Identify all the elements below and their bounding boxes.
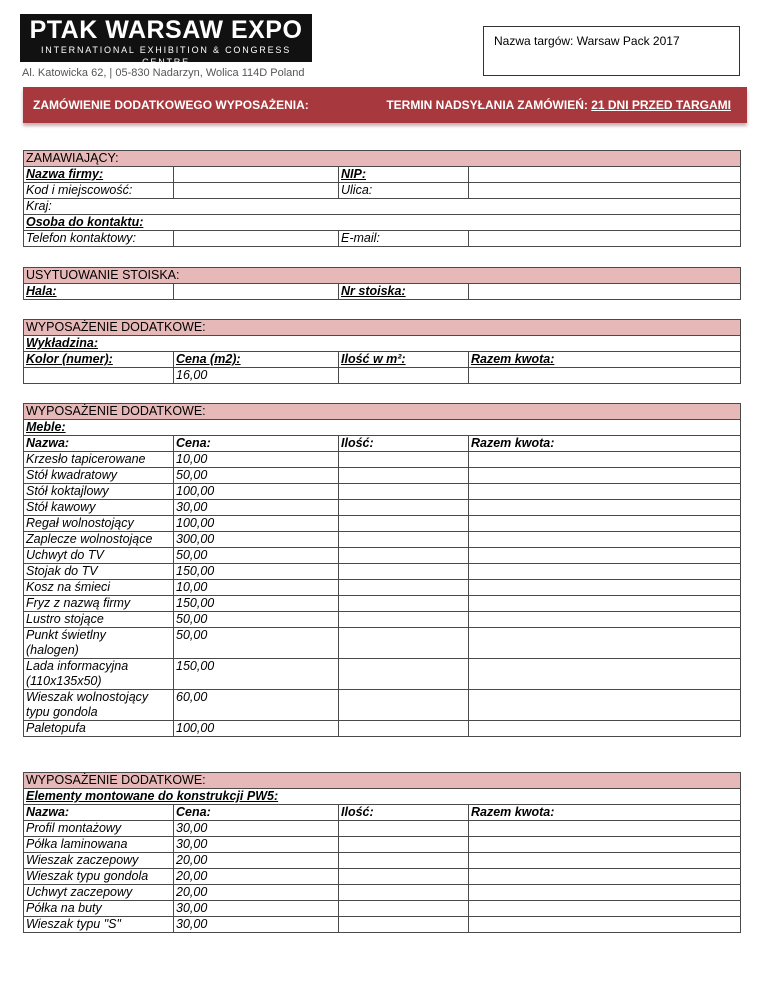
pw5-item-name xyxy=(24,837,174,853)
pw5-item-name-line1: Wieszak zaczepowy xyxy=(26,853,139,867)
furniture-item-name xyxy=(24,659,174,690)
pw5-row xyxy=(24,853,741,869)
furniture-item-name-line1: Zaplecze wolnostojące xyxy=(26,532,153,546)
furniture-item-qty-input[interactable] xyxy=(339,484,469,500)
furniture-row xyxy=(24,659,741,690)
pw5-item-name-line1: Półka na buty xyxy=(26,901,102,915)
deadline-value: 21 DNI PRZED TARGAMI xyxy=(591,98,731,112)
furniture-item-qty-input[interactable] xyxy=(339,628,469,659)
furniture-item-name-line2: (110x135x50) xyxy=(26,674,102,688)
stand-title: USYTUOWANIE STOISKA: xyxy=(24,268,741,284)
carpet-table xyxy=(23,319,741,384)
nip-input[interactable] xyxy=(469,167,741,183)
logo-main-text: PTAK WARSAW EXPO xyxy=(29,16,303,44)
furniture-price-header: Cena: xyxy=(174,436,339,452)
furniture-row xyxy=(24,516,741,532)
furniture-item-name xyxy=(24,500,174,516)
furniture-item-qty-input[interactable] xyxy=(339,500,469,516)
city-label: Kod i miejscowość: xyxy=(24,183,174,199)
furniture-row xyxy=(24,548,741,564)
furniture-row xyxy=(24,690,741,721)
company-label: Nazwa firmy: xyxy=(24,167,174,183)
furniture-item-name-line1: Wieszak wolnostojący xyxy=(26,690,149,704)
pw5-item-price: 30,00 xyxy=(174,901,339,917)
furniture-item-total-input[interactable] xyxy=(469,612,741,628)
furniture-subtitle: Meble: xyxy=(24,420,741,436)
pw5-item-name-line1: Uchwyt zaczepowy xyxy=(26,885,133,899)
furniture-row xyxy=(24,612,741,628)
furniture-item-qty-input[interactable] xyxy=(339,596,469,612)
pw5-item-price: 30,00 xyxy=(174,917,339,933)
furniture-item-name-line1: Kosz na śmieci xyxy=(26,580,111,594)
pw5-row xyxy=(24,821,741,837)
deadline-prefix: TERMIN NADSYŁANIA ZAMÓWIEŃ: xyxy=(386,98,592,112)
orderer-title: ZAMAWIAJĄCY: xyxy=(24,151,741,167)
carpet-color-header: Kolor (numer): xyxy=(24,352,174,368)
pw5-item-name xyxy=(24,869,174,885)
furniture-row xyxy=(24,532,741,548)
pw5-item-name xyxy=(24,821,174,837)
logo-sub-text: INTERNATIONAL EXHIBITION & CONGRESS CENTRE xyxy=(40,45,292,67)
pw5-item-qty-input[interactable] xyxy=(339,853,469,869)
furniture-item-name xyxy=(24,516,174,532)
carpet-total-input[interactable] xyxy=(469,368,741,384)
furniture-item-name xyxy=(24,484,174,500)
stand-number-input[interactable] xyxy=(469,284,741,300)
furniture-item-qty-input[interactable] xyxy=(339,612,469,628)
pw5-name-header: Nazwa: xyxy=(24,805,174,821)
furniture-item-qty-input[interactable] xyxy=(339,564,469,580)
pw5-price-header: Cena: xyxy=(174,805,339,821)
pw5-item-name-line1: Wieszak typu gondola xyxy=(26,869,149,883)
pw5-item-total-input[interactable] xyxy=(469,869,741,885)
furniture-qty-header: Ilość: xyxy=(339,436,469,452)
furniture-item-qty-input[interactable] xyxy=(339,690,469,721)
furniture-total-header: Razem kwota: xyxy=(469,436,741,452)
furniture-row xyxy=(24,484,741,500)
furniture-item-name xyxy=(24,580,174,596)
furniture-item-name xyxy=(24,596,174,612)
furniture-item-price: 10,00 xyxy=(174,452,339,468)
pw5-item-qty-input[interactable] xyxy=(339,869,469,885)
pw5-table xyxy=(23,772,741,933)
pw5-total-header: Razem kwota: xyxy=(469,805,741,821)
furniture-row xyxy=(24,721,741,737)
carpet-subtitle: Wykładzina: xyxy=(24,336,741,352)
furniture-item-name xyxy=(24,628,174,659)
furniture-row xyxy=(24,596,741,612)
pw5-item-total-input[interactable] xyxy=(469,885,741,901)
pw5-item-total-input[interactable] xyxy=(469,837,741,853)
furniture-item-name xyxy=(24,452,174,468)
furniture-item-name-line1: Lada informacyjna xyxy=(26,659,129,673)
carpet-price-header: Cena (m2): xyxy=(174,352,339,368)
furniture-item-total-input[interactable] xyxy=(469,564,741,580)
pw5-item-name xyxy=(24,901,174,917)
furniture-item-name xyxy=(24,690,174,721)
furniture-row xyxy=(24,580,741,596)
stand-table xyxy=(23,267,741,300)
furniture-row xyxy=(24,468,741,484)
furniture-item-total-input[interactable] xyxy=(469,452,741,468)
country-label[interactable]: Kraj: xyxy=(24,199,741,215)
furniture-item-name-line1: Fryz z nazwą firmy xyxy=(26,596,131,610)
furniture-item-price: 100,00 xyxy=(174,516,339,532)
furniture-item-total-input[interactable] xyxy=(469,721,741,737)
ptak-logo xyxy=(20,14,312,67)
pw5-subtitle: Elementy montowane do konstrukcji PW5: xyxy=(24,789,741,805)
furniture-item-qty-input[interactable] xyxy=(339,452,469,468)
furniture-item-name-line1: Punkt świetlny xyxy=(26,628,106,642)
nip-label: NIP: xyxy=(339,167,469,183)
furniture-table xyxy=(23,403,741,737)
furniture-item-price: 30,00 xyxy=(174,500,339,516)
furniture-item-price: 60,00 xyxy=(174,690,339,721)
furniture-item-qty-input[interactable] xyxy=(339,580,469,596)
hall-input[interactable] xyxy=(174,284,339,300)
hall-label: Hala: xyxy=(24,284,174,300)
banner-deadline xyxy=(386,98,731,112)
order-banner xyxy=(23,87,747,123)
furniture-item-price: 50,00 xyxy=(174,548,339,564)
carpet-title: WYPOSAŻENIE DODATKOWE: xyxy=(24,320,741,336)
pw5-item-total-input[interactable] xyxy=(469,901,741,917)
pw5-qty-header: Ilość: xyxy=(339,805,469,821)
furniture-row xyxy=(24,628,741,659)
furniture-item-total-input[interactable] xyxy=(469,500,741,516)
furniture-item-total-input[interactable] xyxy=(469,532,741,548)
furniture-item-price: 150,00 xyxy=(174,659,339,690)
email-label: E-mail: xyxy=(339,231,469,247)
furniture-item-name xyxy=(24,612,174,628)
carpet-total-header: Razem kwota: xyxy=(469,352,741,368)
furniture-item-name-line1: Stół kwadratowy xyxy=(26,468,118,482)
furniture-item-total-input[interactable] xyxy=(469,628,741,659)
pw5-item-price: 30,00 xyxy=(174,837,339,853)
furniture-item-total-input[interactable] xyxy=(469,468,741,484)
phone-label: Telefon kontaktowy: xyxy=(24,231,174,247)
furniture-title: WYPOSAŻENIE DODATKOWE: xyxy=(24,404,741,420)
pw5-item-name-line1: Profil montażowy xyxy=(26,821,122,835)
furniture-name-header: Nazwa: xyxy=(24,436,174,452)
furniture-item-name-line1: Stojak do TV xyxy=(26,564,98,578)
email-input[interactable] xyxy=(469,231,741,247)
furniture-item-qty-input[interactable] xyxy=(339,548,469,564)
carpet-color-input[interactable] xyxy=(24,368,174,384)
furniture-item-total-input[interactable] xyxy=(469,580,741,596)
furniture-item-name xyxy=(24,532,174,548)
company-address: Al. Katowicka 62, | 05-830 Nadarzyn, Wolica 114D Poland xyxy=(22,67,305,79)
furniture-item-total-input[interactable] xyxy=(469,484,741,500)
furniture-item-total-input[interactable] xyxy=(469,690,741,721)
pw5-item-price: 30,00 xyxy=(174,821,339,837)
street-input[interactable] xyxy=(469,183,741,199)
pw5-item-qty-input[interactable] xyxy=(339,837,469,853)
pw5-item-total-input[interactable] xyxy=(469,917,741,933)
furniture-item-name xyxy=(24,548,174,564)
pw5-item-qty-input[interactable] xyxy=(339,885,469,901)
furniture-item-qty-input[interactable] xyxy=(339,659,469,690)
banner-title: ZAMÓWIENIE DODATKOWEGO WYPOSAŻENIA: xyxy=(33,98,309,112)
furniture-item-price: 150,00 xyxy=(174,596,339,612)
furniture-item-price: 50,00 xyxy=(174,628,339,659)
furniture-item-price: 300,00 xyxy=(174,532,339,548)
pw5-item-price: 20,00 xyxy=(174,869,339,885)
pw5-item-price: 20,00 xyxy=(174,885,339,901)
pw5-item-qty-input[interactable] xyxy=(339,901,469,917)
furniture-item-name-line1: Krzesło tapicerowane xyxy=(26,452,146,466)
furniture-item-qty-input[interactable] xyxy=(339,721,469,737)
furniture-item-total-input[interactable] xyxy=(469,659,741,690)
pw5-row xyxy=(24,901,741,917)
furniture-item-name-line2: (halogen) xyxy=(26,643,79,657)
furniture-item-price: 50,00 xyxy=(174,468,339,484)
company-input[interactable] xyxy=(174,167,339,183)
furniture-row xyxy=(24,452,741,468)
pw5-item-total-input[interactable] xyxy=(469,821,741,837)
pw5-item-name xyxy=(24,853,174,869)
contact-label: Osoba do kontaktu: xyxy=(24,215,741,231)
furniture-item-name-line1: Stół kawowy xyxy=(26,500,96,514)
pw5-item-qty-input[interactable] xyxy=(339,821,469,837)
furniture-row xyxy=(24,564,741,580)
furniture-item-price: 10,00 xyxy=(174,580,339,596)
orderer-table xyxy=(23,150,741,247)
pw5-item-name-line1: Półka laminowana xyxy=(26,837,128,851)
pw5-row xyxy=(24,917,741,933)
furniture-item-name-line2: typu gondola xyxy=(26,705,98,719)
carpet-qty-header: Ilość w m²: xyxy=(339,352,469,368)
furniture-item-name xyxy=(24,468,174,484)
furniture-item-price: 100,00 xyxy=(174,484,339,500)
furniture-item-name-line1: Regał wolnostojący xyxy=(26,516,134,530)
furniture-item-name-line1: Uchwyt do TV xyxy=(26,548,104,562)
furniture-item-total-input[interactable] xyxy=(469,548,741,564)
furniture-item-qty-input[interactable] xyxy=(339,516,469,532)
furniture-item-price: 150,00 xyxy=(174,564,339,580)
pw5-row xyxy=(24,885,741,901)
furniture-row xyxy=(24,500,741,516)
furniture-item-total-input[interactable] xyxy=(469,596,741,612)
pw5-row xyxy=(24,869,741,885)
furniture-item-name-line1: Paletopufa xyxy=(26,721,86,735)
furniture-item-name xyxy=(24,564,174,580)
carpet-qty-input[interactable] xyxy=(339,368,469,384)
city-input[interactable] xyxy=(174,183,339,199)
pw5-item-name xyxy=(24,885,174,901)
furniture-item-name-line1: Lustro stojące xyxy=(26,612,104,626)
furniture-item-price: 50,00 xyxy=(174,612,339,628)
pw5-title: WYPOSAŻENIE DODATKOWE: xyxy=(24,773,741,789)
furniture-item-qty-input[interactable] xyxy=(339,532,469,548)
pw5-item-name xyxy=(24,917,174,933)
furniture-item-qty-input[interactable] xyxy=(339,468,469,484)
furniture-item-name-line1: Stół koktajlowy xyxy=(26,484,109,498)
fair-name: Nazwa targów: Warsaw Pack 2017 xyxy=(494,34,680,48)
fair-name-box xyxy=(483,26,740,76)
pw5-item-qty-input[interactable] xyxy=(339,917,469,933)
pw5-item-name-line1: Wieszak typu "S" xyxy=(26,917,121,931)
furniture-item-price: 100,00 xyxy=(174,721,339,737)
pw5-item-price: 20,00 xyxy=(174,853,339,869)
street-label: Ulica: xyxy=(339,183,469,199)
pw5-item-total-input[interactable] xyxy=(469,853,741,869)
phone-input[interactable] xyxy=(174,231,339,247)
pw5-row xyxy=(24,837,741,853)
carpet-price: 16,00 xyxy=(174,368,339,384)
furniture-item-total-input[interactable] xyxy=(469,516,741,532)
stand-number-label: Nr stoiska: xyxy=(339,284,469,300)
furniture-item-name xyxy=(24,721,174,737)
